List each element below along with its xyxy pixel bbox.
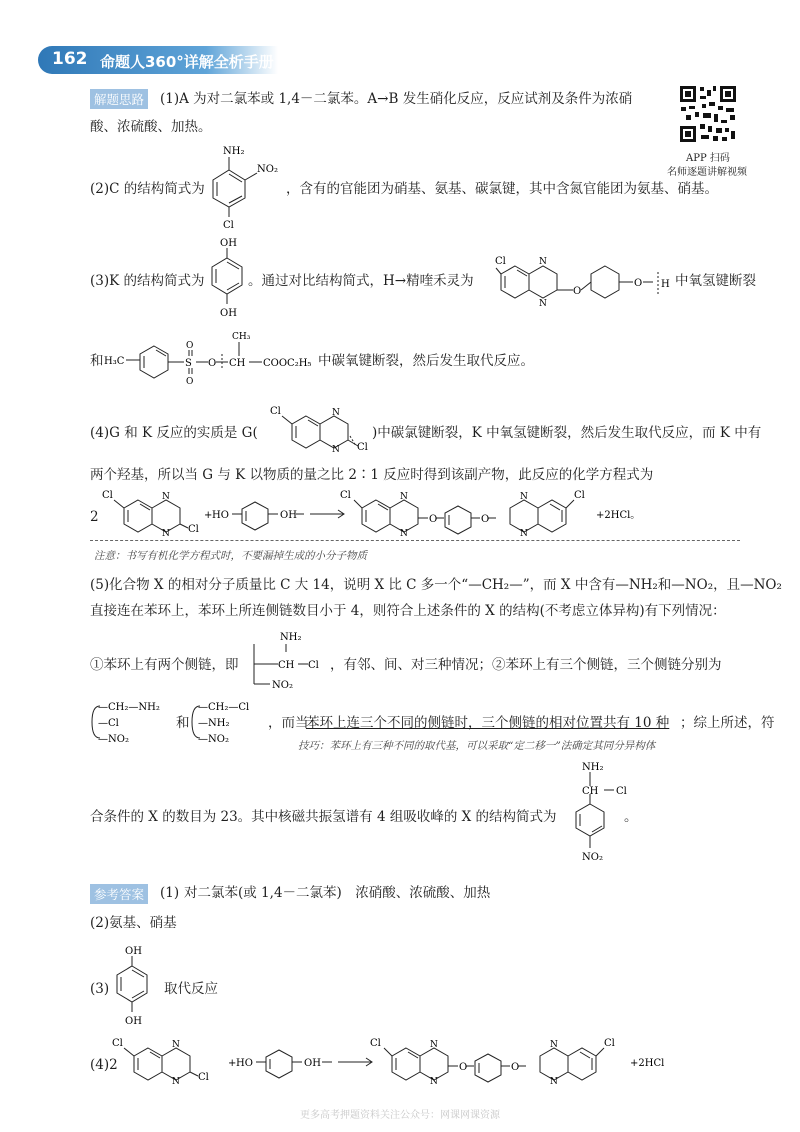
- a4-p-o1: O: [459, 1062, 468, 1073]
- structure-compound-c: [205, 140, 285, 230]
- p2-prefix: (2)C 的结构简式为: [90, 181, 205, 197]
- tos-ch: CH: [229, 358, 246, 369]
- a4-g-n2: N: [172, 1077, 180, 1087]
- answer-1-text: 对二氯苯(或 1,4－二氯苯) 浓硝酸、浓硫酸、加热: [184, 885, 491, 901]
- p5-line1: (5)化合物 X 的相对分子质量比 C 大 14，说明 X 比 C 多一个“—CH₂—”，而 X 中含有—NH₂和—NO₂，且—NO₂: [90, 577, 782, 593]
- tos-h3c: H₃C: [104, 356, 125, 367]
- answer-4-num: (4)2: [90, 1057, 118, 1073]
- eq-p-cl1: Cl: [340, 490, 351, 501]
- eq-g-cl2: Cl: [188, 524, 199, 535]
- q-n1: N: [539, 257, 547, 267]
- answer-reaction-equation: [110, 1034, 690, 1088]
- p5-line3-suffix: ，有邻、间、对三种情况；②苯环上有三个侧链，三个侧链分别为: [330, 657, 722, 673]
- g-cl1: Cl: [270, 406, 281, 417]
- p1-line1: (1)A 为对二氯苯或 1,4－二氯苯。A→B 发生硝化反应，反应试剂及条件为浓硝: [160, 91, 633, 107]
- p2-suffix: ，含有的官能团为硝基、氨基、碳氯键，其中含氮官能团为氨基、硝基。: [286, 181, 718, 197]
- p5-line2: 直接连在苯环上，苯环上所连侧链数目小于 4，则符合上述条件的 X 的结构(不考虑立体异构)有下列情况：: [90, 603, 726, 619]
- a4-tail: +2HCl: [630, 1058, 665, 1069]
- analysis-tag: 解题思路: [90, 89, 148, 109]
- eq-p-o2: O: [481, 514, 490, 525]
- p3-line2-prefix: 和: [90, 353, 104, 369]
- tos-cooc2h5: COOC₂H₅: [263, 358, 312, 369]
- p5-line5-suffix: 。: [624, 809, 638, 825]
- p5-line3-prefix: ①苯环上有两个侧链，即: [90, 657, 239, 673]
- t3b-no2: —NO₂: [198, 734, 229, 745]
- divider-dashed: [90, 540, 740, 541]
- eq-p-n3: N: [520, 492, 528, 502]
- eq-p-cl2: Cl: [574, 490, 585, 501]
- tc-ch: CH: [278, 660, 295, 671]
- x-no2: NO₂: [582, 852, 603, 863]
- eq-g-cl1: Cl: [102, 490, 113, 501]
- answer-tag: 参考答案: [90, 884, 148, 904]
- k-oh-bottom: OH: [220, 308, 237, 319]
- structure-tosylate-fragment: [104, 328, 319, 390]
- answer-2: (2)氨基、硝基: [90, 915, 177, 931]
- x-cl: Cl: [616, 786, 627, 797]
- note-technique: 技巧：苯环上有三种不同的取代基，可以采取“定二移一”法确定其同分异构体: [298, 740, 656, 752]
- p3-prefix: (3)K 的结构简式为: [90, 273, 205, 289]
- a4-ho: HO: [236, 1058, 253, 1069]
- eq-g-n2: N: [162, 529, 170, 536]
- structure-three-chains-b: [190, 698, 280, 748]
- tos-o-down: O: [186, 377, 194, 387]
- structure-quizalofop-fragment: [495, 250, 675, 308]
- structure-compound-k: [205, 236, 250, 326]
- p3-mid: 。通过对比结构简式，H→精喹禾灵为: [248, 273, 474, 289]
- tos-s: S: [185, 358, 192, 369]
- a4-oh: OH: [304, 1058, 321, 1069]
- ak-oh-bottom: OH: [125, 1016, 142, 1027]
- eq-plus: +: [204, 510, 213, 521]
- eq-ho: HO: [212, 510, 229, 521]
- tc-cl: Cl: [308, 660, 319, 671]
- t3a-no2: —NO₂: [98, 734, 129, 745]
- header-title: 命题人360°详解全析手册: [100, 53, 274, 71]
- k-oh-top: OH: [220, 238, 237, 249]
- tc-nh2: NH₂: [280, 632, 302, 643]
- g-cl2: Cl: [357, 442, 368, 452]
- c-nh2: NH₂: [223, 146, 245, 157]
- a4-p-cl2: Cl: [604, 1038, 615, 1049]
- p5-line5-prefix: 合条件的 X 的数目为 23。其中核磁共振氢谱有 4 组吸收峰的 X 的结构简式为: [90, 809, 557, 825]
- eq-p-n4: N: [520, 529, 528, 536]
- tos-o: O: [208, 358, 217, 369]
- t3b-nh2: —NH₂: [198, 718, 230, 729]
- structure-compound-g: [262, 404, 372, 452]
- c-no2: NO₂: [257, 164, 278, 175]
- tc-no2: NO₂: [272, 680, 293, 691]
- a4-p-n4: N: [550, 1077, 558, 1087]
- eq-p-n1: N: [400, 492, 408, 502]
- p4-prefix: (4)G 和 K 反应的实质是 G(: [90, 425, 258, 441]
- qr-caption-2: 名师逐题讲解视频: [667, 167, 747, 178]
- tos-o-up: O: [186, 341, 194, 351]
- answer-1-num: (1): [160, 885, 180, 901]
- t3a-cl: —Cl: [98, 718, 119, 729]
- eq-p-n2: N: [400, 529, 408, 536]
- eq-g-n1: N: [162, 492, 170, 502]
- g-n2: N: [332, 445, 340, 452]
- p5-line4-suffix1: ，而当: [268, 715, 309, 731]
- tos-ch3: CH₃: [232, 332, 251, 342]
- a4-p-o2: O: [511, 1062, 520, 1073]
- p5-line4-and: 和: [176, 715, 190, 731]
- qr-caption-1: APP 扫码: [686, 153, 730, 164]
- q-o2: O: [634, 278, 643, 289]
- t3a-ch2nh2: —CH₂—NH₂: [98, 702, 160, 713]
- answer-3-text: 取代反应: [164, 981, 218, 997]
- a4-p-n3: N: [550, 1040, 558, 1050]
- p5-line4-underline: 苯环上连三个不同的侧链时，三个侧链的相对位置共有 10 种: [306, 715, 670, 731]
- footer-watermark: 更多高考押题资料关注公众号：网课网课资源: [300, 1110, 500, 1121]
- reaction-equation: [100, 488, 660, 536]
- a4-p-cl1: Cl: [370, 1038, 381, 1049]
- g-n1: N: [332, 408, 340, 418]
- p5-line4-suffix2: ；综上所述，符: [680, 715, 775, 731]
- ak-oh-top: OH: [125, 946, 142, 957]
- p4-suffix: )中碳氯键断裂，K 中氧氢键断裂，然后发生取代反应，而 K 中有: [372, 425, 762, 441]
- q-h: H: [661, 279, 670, 290]
- p3-suffix: 中氧氢键断裂: [675, 273, 756, 289]
- x-ch: CH: [582, 786, 599, 797]
- x-nh2: NH₂: [582, 762, 604, 773]
- qr-code-icon[interactable]: [678, 84, 738, 144]
- answer-3-num: (3): [90, 981, 110, 997]
- p1-line2: 酸、浓硫酸、加热。: [90, 119, 212, 135]
- a4-g-cl2: Cl: [198, 1072, 209, 1083]
- page-number: 162: [52, 49, 88, 69]
- answer-structure-k: [110, 944, 155, 1034]
- a4-g-cl1: Cl: [112, 1038, 123, 1049]
- q-cl: Cl: [495, 256, 506, 267]
- p4-line2: 两个羟基，所以当 G 与 K 以物质的量之比 2∶1 反应时得到该副产物，此反应的化学方程式为: [90, 467, 654, 483]
- structure-three-chains-a: [90, 698, 180, 748]
- q-n2: N: [539, 299, 547, 308]
- t3b-ch2cl: —CH₂—Cl: [198, 702, 250, 713]
- a4-g-n1: N: [172, 1040, 180, 1050]
- eq-p-o1: O: [429, 514, 438, 525]
- a4-p-n2: N: [430, 1077, 438, 1087]
- a4-plus: +: [228, 1058, 237, 1069]
- eq-oh: OH: [280, 510, 297, 521]
- a4-p-n1: N: [430, 1040, 438, 1050]
- p3-line2-suffix: 中碳氧键断裂，然后发生取代反应。: [318, 353, 534, 369]
- note-equation: 注意：书写有机化学方程式时，不要漏掉生成的小分子物质: [94, 550, 367, 562]
- eq-coefficient: 2: [90, 509, 99, 525]
- q-o1: O: [573, 286, 582, 297]
- c-cl: Cl: [223, 220, 234, 230]
- eq-product-tail: +2HCl。: [596, 510, 641, 521]
